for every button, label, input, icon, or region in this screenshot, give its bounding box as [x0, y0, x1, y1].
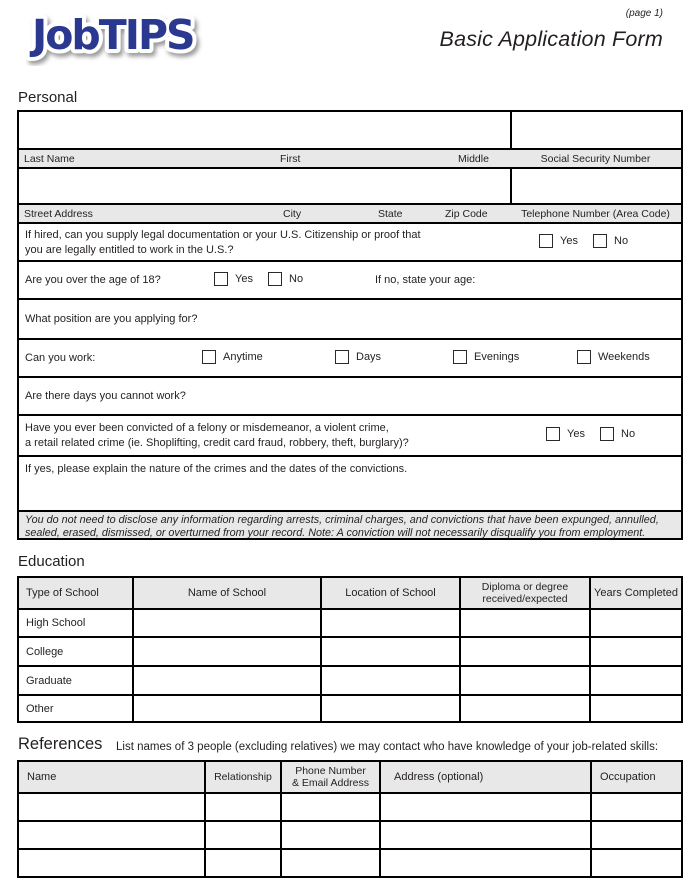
legal-yes-option	[539, 234, 578, 248]
ref-name-header: Name	[27, 771, 57, 783]
other-diploma-cell[interactable]	[459, 696, 589, 722]
jobtips-logo-text: JobTIPS	[32, 11, 194, 59]
legal-yes-label: Yes	[560, 235, 578, 247]
graduate-diploma-cell[interactable]	[459, 667, 589, 694]
legal-question-line1: If hired, can you supply legal documentation or your U.S. Citizenship or proof that	[25, 229, 421, 241]
high-school-name-cell[interactable]	[132, 610, 320, 636]
college-label: College	[26, 645, 64, 658]
street-address-label: Street Address	[24, 207, 93, 220]
college-label-cell	[19, 638, 132, 665]
education-section-heading: Education	[18, 553, 85, 570]
references-header-occupation	[590, 762, 681, 792]
days-label: Days	[356, 351, 382, 363]
college-years-cell[interactable]	[589, 638, 681, 665]
name-of-school-header: Name of School	[187, 587, 267, 599]
legal-no-label: No	[614, 235, 629, 247]
work-weekends-option	[577, 350, 650, 364]
zip-code-label: Zip Code	[445, 207, 488, 220]
graduate-location-cell[interactable]	[320, 667, 459, 694]
weekends-label: Weekends	[598, 351, 650, 363]
first-name-label: First	[280, 152, 301, 165]
days-cannot-work-row[interactable]	[19, 376, 681, 414]
last-name-label: Last Name	[24, 152, 75, 165]
position-question: What position are you applying for?	[25, 313, 198, 325]
education-row-college	[19, 636, 681, 665]
high-school-years-cell[interactable]	[589, 610, 681, 636]
conviction-no-checkbox[interactable]	[600, 427, 614, 441]
ref-relationship-header: Relationship	[214, 771, 272, 783]
can-you-work-label: Can you work:	[25, 352, 96, 364]
age-question: Are you over the age of 18?	[25, 274, 161, 286]
conviction-no-label: No	[621, 428, 636, 440]
education-header-row	[19, 578, 681, 608]
college-name-cell[interactable]	[132, 638, 320, 665]
work-anytime-option	[202, 350, 263, 364]
location-of-school-header: Location of School	[345, 587, 436, 599]
ref-address-header: Address (optional)	[394, 771, 484, 783]
legal-no-option	[593, 234, 628, 248]
address-fields-input-area[interactable]	[19, 169, 512, 203]
ref3-phone-cell[interactable]	[280, 850, 379, 876]
age-no-checkbox[interactable]	[268, 272, 282, 286]
legal-no-checkbox[interactable]	[593, 234, 607, 248]
personal-section-heading: Personal	[18, 89, 78, 106]
personal-table	[17, 110, 683, 540]
name-fields-input-area[interactable]	[19, 112, 512, 148]
ref-occupation-header: Occupation	[600, 771, 656, 783]
legal-question-line2: you are legally entitled to work in the U.S.?	[25, 243, 234, 256]
references-description: List names of 3 people (excluding relatives) we may contact who have knowledge of your job-related skills:	[116, 741, 659, 753]
references-table	[17, 760, 683, 878]
ref2-relationship-cell[interactable]	[204, 822, 280, 848]
ref2-address-cell[interactable]	[379, 822, 590, 848]
legal-documentation-question-row	[19, 222, 681, 260]
weekends-checkbox[interactable]	[577, 350, 591, 364]
references-header-row	[19, 762, 681, 792]
graduate-years-cell[interactable]	[589, 667, 681, 694]
state-label: State	[378, 207, 403, 220]
evenings-label: Evenings	[474, 351, 520, 363]
conviction-explanation-row[interactable]	[19, 455, 681, 510]
ssn-input-area[interactable]	[512, 112, 681, 148]
jobtips-logo	[26, 2, 258, 71]
reference-row-1	[19, 792, 681, 820]
ref3-relationship-cell[interactable]	[204, 850, 280, 876]
age-no-option	[268, 272, 303, 286]
other-location-cell[interactable]	[320, 696, 459, 722]
form-title: Basic Application Form	[439, 27, 663, 51]
ssn-label: Social Security Number	[540, 152, 651, 165]
ref3-name-cell[interactable]	[19, 850, 204, 876]
work-days-option	[335, 350, 381, 364]
other-name-cell[interactable]	[132, 696, 320, 722]
telephone-input-area[interactable]	[512, 169, 681, 203]
graduate-name-cell[interactable]	[132, 667, 320, 694]
other-years-cell[interactable]	[589, 696, 681, 722]
conviction-yes-option	[546, 427, 585, 441]
type-of-school-header: Type of School	[26, 587, 99, 599]
ref-phone-header-line1: Phone Number	[295, 764, 366, 777]
work-availability-row	[19, 338, 681, 376]
name-labels-row	[19, 148, 681, 167]
references-header-address	[379, 762, 590, 792]
ref1-address-cell[interactable]	[379, 794, 590, 820]
ref2-occupation-cell[interactable]	[590, 822, 681, 848]
evenings-checkbox[interactable]	[453, 350, 467, 364]
education-row-other	[19, 694, 681, 722]
middle-name-label: Middle	[458, 152, 489, 165]
other-label: Other	[26, 703, 54, 715]
conviction-question-line1: Have you ever been convicted of a felony or misdemeanor, a violent crime,	[25, 422, 389, 434]
references-header-phone	[280, 762, 379, 792]
ref1-relationship-cell[interactable]	[204, 794, 280, 820]
graduate-label: Graduate	[26, 674, 72, 687]
ref3-occupation-cell[interactable]	[590, 850, 681, 876]
other-label-cell	[19, 696, 132, 722]
legal-documentation-question	[25, 228, 421, 257]
education-header-diploma	[459, 578, 589, 608]
age-yes-label: Yes	[235, 273, 253, 285]
page-number-label: (page 1)	[625, 8, 663, 19]
education-header-type	[19, 578, 132, 608]
ref-phone-header-line2: & Email Address	[291, 777, 370, 789]
ref1-occupation-cell[interactable]	[590, 794, 681, 820]
diploma-header-line1: Diploma or degree	[481, 580, 569, 593]
legal-yes-checkbox[interactable]	[539, 234, 553, 248]
conviction-explanation-prompt: If yes, please explain the nature of the crimes and the dates of the convictions.	[25, 463, 408, 475]
high-school-diploma-cell[interactable]	[459, 610, 589, 636]
conviction-yes-label: Yes	[567, 428, 585, 440]
age-yes-option	[214, 272, 253, 286]
days-cannot-work-question: Are there days you cannot work?	[25, 390, 186, 402]
address-labels-row	[19, 203, 681, 222]
high-school-label: High School	[26, 617, 86, 629]
anytime-checkbox[interactable]	[202, 350, 216, 364]
disclosure-note-line1: You do not need to disclose any information regarding arrests, criminal charges, and convictions that have been expunged, annulled,	[25, 513, 659, 526]
education-header-location	[320, 578, 459, 608]
education-table	[17, 576, 683, 723]
college-location-cell[interactable]	[320, 638, 459, 665]
conviction-yes-checkbox[interactable]	[546, 427, 560, 441]
age-input-area[interactable]	[494, 268, 675, 294]
reference-row-3	[19, 848, 681, 876]
high-school-location-cell[interactable]	[320, 610, 459, 636]
conviction-question-line2: a retail related crime (ie. Shoplifting, credit card fraud, robbery, theft, burglary)?	[25, 436, 409, 449]
ref2-name-cell[interactable]	[19, 822, 204, 848]
days-checkbox[interactable]	[335, 350, 349, 364]
references-header-name	[19, 762, 204, 792]
conviction-no-option	[600, 427, 635, 441]
years-completed-header: Years Completed	[594, 587, 678, 599]
address-input-row	[19, 167, 681, 203]
education-row-graduate	[19, 665, 681, 694]
graduate-label-cell	[19, 667, 132, 694]
education-header-years	[589, 578, 681, 608]
name-input-row	[19, 112, 681, 148]
position-question-row[interactable]	[19, 298, 681, 338]
disclosure-note-row	[19, 510, 681, 538]
college-diploma-cell[interactable]	[459, 638, 589, 665]
education-row-high-school	[19, 608, 681, 636]
disclosure-note	[25, 514, 659, 540]
ref1-phone-cell[interactable]	[280, 794, 379, 820]
diploma-header-line2: received/expected	[482, 593, 568, 605]
age-yes-checkbox[interactable]	[214, 272, 228, 286]
state-your-age-label: If no, state your age:	[375, 274, 476, 286]
anytime-label: Anytime	[223, 351, 263, 363]
references-header-relationship	[204, 762, 280, 792]
ref3-address-cell[interactable]	[379, 850, 590, 876]
work-evenings-option	[453, 350, 519, 364]
references-section-heading: References	[18, 735, 103, 753]
conviction-question	[25, 421, 409, 450]
age-no-label: No	[289, 273, 304, 285]
reference-row-2	[19, 820, 681, 848]
conviction-question-row	[19, 414, 681, 455]
ref2-phone-cell[interactable]	[280, 822, 379, 848]
ref1-name-cell[interactable]	[19, 794, 204, 820]
disclosure-note-line2: sealed, erased, dismissed, or overturned from your record. Note: A conviction will not necessarily disqualify you from employment.	[25, 526, 646, 539]
telephone-label: Telephone Number (Area Code)	[521, 207, 670, 220]
city-label: City	[283, 207, 302, 220]
age-question-row	[19, 260, 681, 298]
jobtips-logo-graphic	[26, 2, 258, 66]
high-school-label-cell	[19, 610, 132, 636]
education-header-name	[132, 578, 320, 608]
